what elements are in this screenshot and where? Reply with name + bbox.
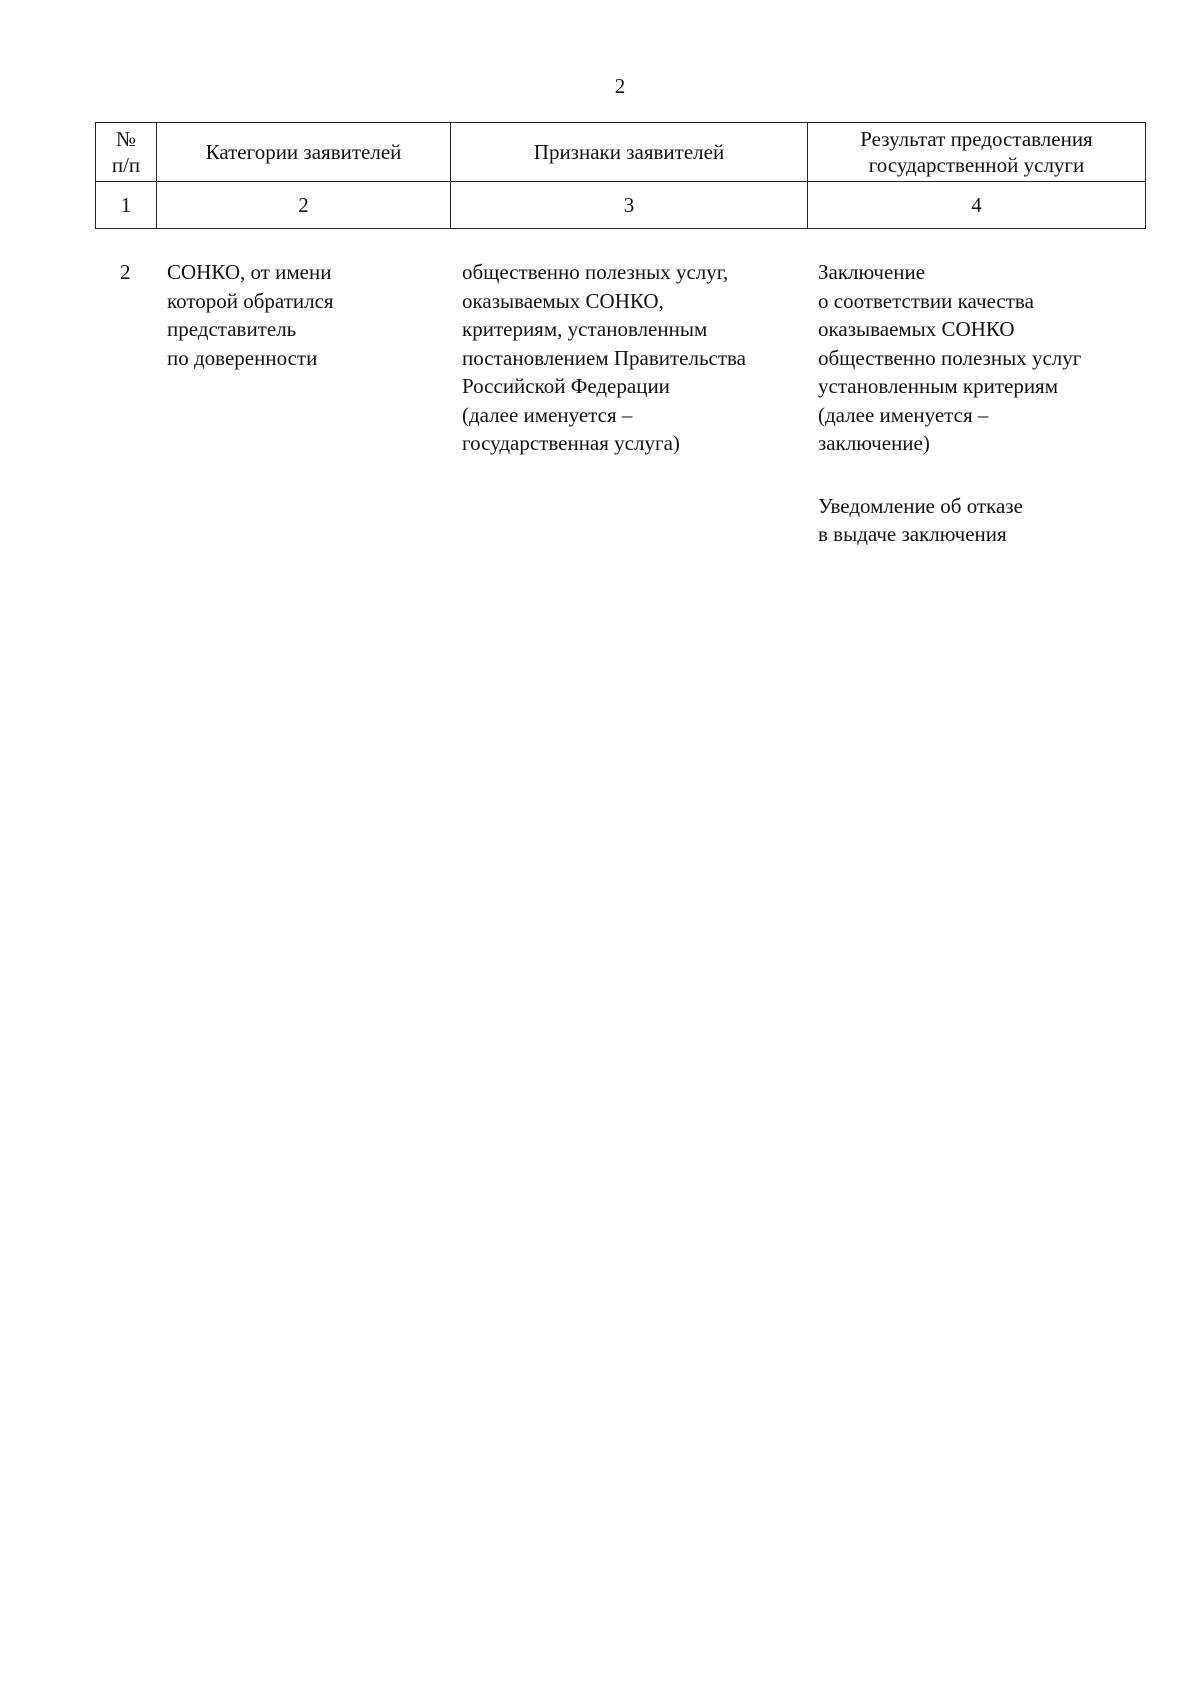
signs-line: общественно полезных услуг, bbox=[462, 260, 729, 284]
header-number-line-2: п/п bbox=[111, 153, 141, 177]
result-line: Заключение bbox=[818, 260, 926, 284]
row-result bbox=[818, 258, 1158, 549]
page-number: 2 bbox=[614, 74, 626, 98]
signs-line: постановлением Правительства bbox=[462, 345, 747, 370]
signs-line: критериям, установленным bbox=[462, 317, 708, 341]
result-line: установленным критериям bbox=[818, 374, 1059, 398]
header-result-line-1: Результат предоставления bbox=[860, 127, 1093, 151]
signs-line: оказываемых СОНКО, bbox=[462, 288, 664, 313]
result-line: общественно полезных услуг bbox=[818, 345, 1082, 370]
result-line: заключение) bbox=[818, 431, 930, 455]
header-table bbox=[95, 122, 1146, 229]
category-line: представитель bbox=[167, 317, 297, 341]
header-result-line-2: государственной услуги bbox=[868, 153, 1085, 177]
header-cell-number bbox=[96, 123, 157, 182]
column-number-row bbox=[96, 182, 1146, 229]
signs-line: (далее именуется – bbox=[462, 402, 633, 427]
result-line: оказываемых СОНКО bbox=[818, 317, 1015, 341]
header-cell-result bbox=[808, 123, 1146, 182]
column-number-4: 4 bbox=[808, 182, 1146, 229]
category-line: по доверенности bbox=[167, 345, 318, 370]
category-line: которой обратился bbox=[167, 288, 334, 313]
result-refusal-line: Уведомление об отказе bbox=[818, 493, 1023, 518]
paragraph-gap bbox=[818, 458, 1158, 492]
row-category bbox=[167, 258, 437, 372]
table-header-row bbox=[96, 123, 1146, 182]
signs-line: государственная услуга) bbox=[462, 431, 680, 455]
row-number: 2 bbox=[120, 260, 131, 284]
column-number-2: 2 bbox=[157, 182, 451, 229]
result-line: о соответствии качества bbox=[818, 288, 1034, 313]
header-number-line-1: № bbox=[115, 127, 137, 151]
category-line: СОНКО, от имени bbox=[167, 260, 332, 284]
header-cell-signs: Признаки заявителей bbox=[451, 123, 808, 182]
header-cell-category: Категории заявителей bbox=[157, 123, 451, 182]
signs-line: Российской Федерации bbox=[462, 374, 670, 398]
column-number-1: 1 bbox=[96, 182, 157, 229]
result-refusal-line: в выдаче заключения bbox=[818, 522, 1007, 546]
column-number-3: 3 bbox=[451, 182, 808, 229]
row-signs bbox=[462, 258, 802, 458]
result-line: (далее именуется – bbox=[818, 402, 989, 427]
